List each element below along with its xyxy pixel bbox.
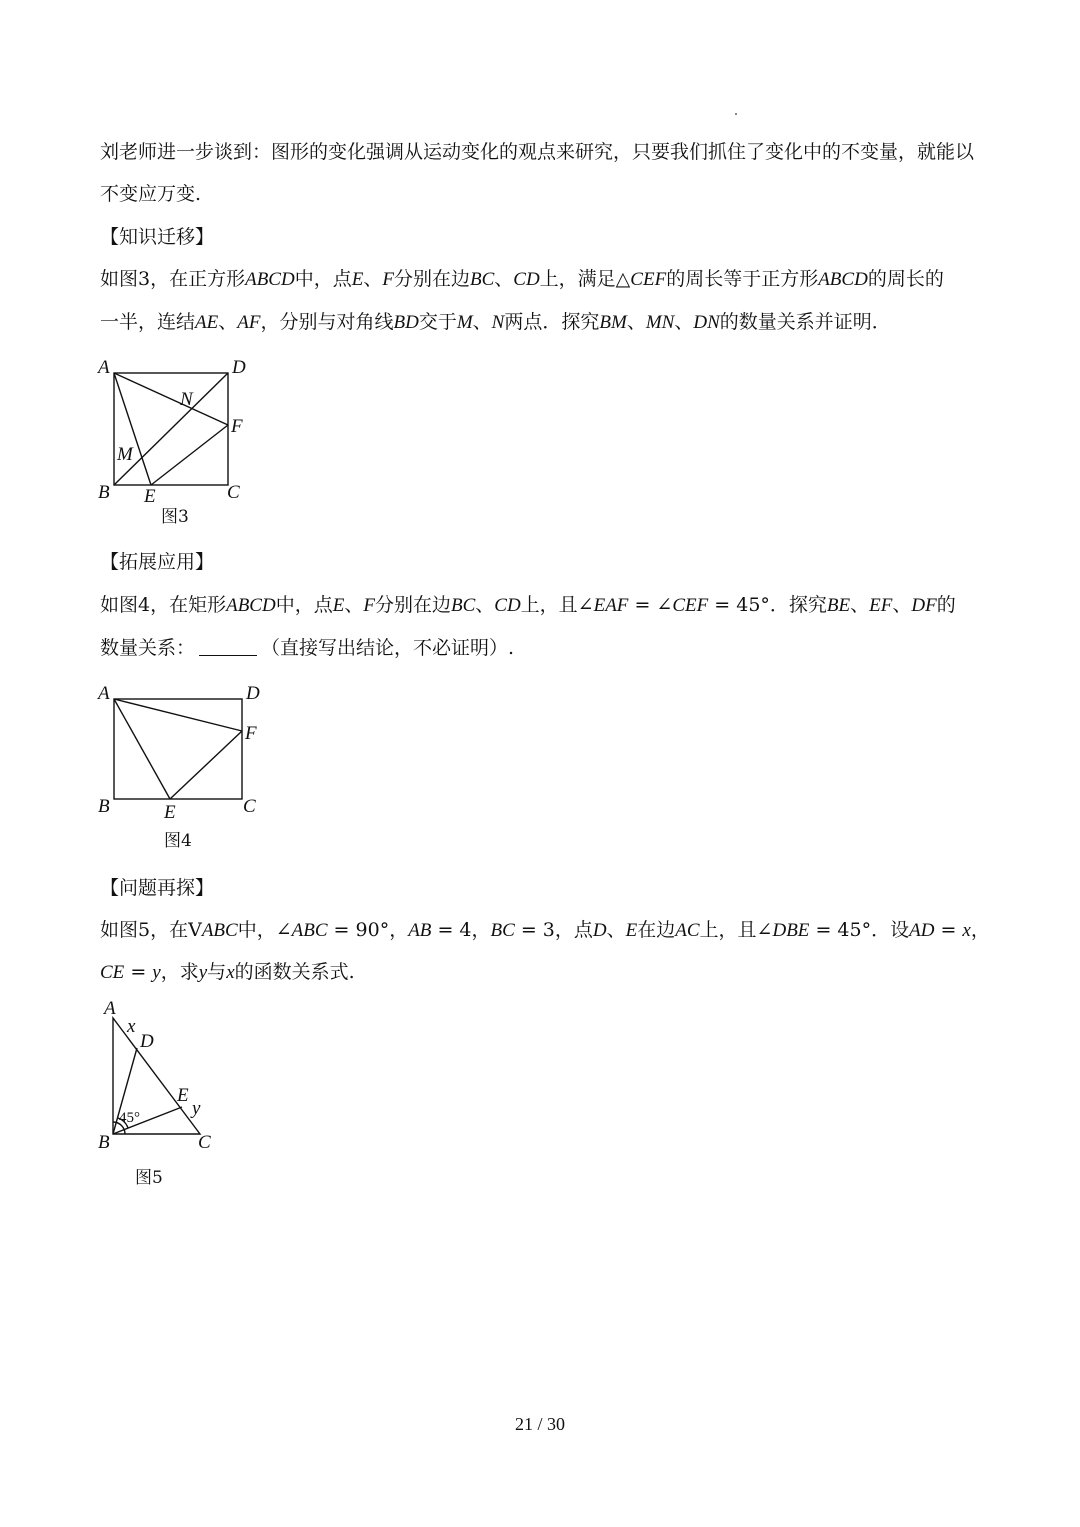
label-a: A xyxy=(98,357,110,378)
heading-extended-application: 【拓展应用】 xyxy=(100,551,215,573)
label-b: B xyxy=(98,482,110,503)
label-d: D xyxy=(246,683,260,704)
stray-dot xyxy=(735,113,737,115)
segment-ae xyxy=(114,373,151,485)
label-x: x xyxy=(127,1016,136,1037)
intro-line-2: 不变应万变. xyxy=(100,183,202,205)
label-e: E xyxy=(144,486,156,507)
transfer-paragraph-line-1: 如图3，在正方形ABCD中，点E、F分别在边BC、CD上，满足△CEF的周长等于正方形ABCD的周长的 xyxy=(100,268,944,290)
heading-problem-revisited: 【问题再探】 xyxy=(100,877,215,899)
heading-knowledge-transfer: 【知识迁移】 xyxy=(100,226,215,248)
revisit-paragraph-line-2: CE = y，求y与x的函数关系式. xyxy=(100,961,355,983)
label-e: E xyxy=(177,1085,189,1106)
label-f: F xyxy=(245,723,257,744)
label-d: D xyxy=(232,357,246,378)
label-d: D xyxy=(140,1031,154,1052)
figure-3 xyxy=(90,350,260,535)
label-b: B xyxy=(98,796,110,817)
revisit-paragraph-line-1: 如图5，在VABC中，∠ABC = 90°，AB = 4，BC = 3，点D、E在边AC上，且∠DBE = 45°．设AD = x， xyxy=(100,919,990,941)
angle-45-label: 45° xyxy=(119,1110,140,1126)
label-c: C xyxy=(198,1132,211,1153)
segment-af xyxy=(114,373,228,425)
label-c: C xyxy=(227,482,240,503)
transfer-paragraph-line-2: 一半，连结AE、AF，分别与对角线BD交于M、N两点．探究BM、MN、DN的数量关系并证明． xyxy=(100,311,891,333)
apply-paragraph-line-1: 如图4，在矩形ABCD中，点E、F分别在边BC、CD上，且∠EAF = ∠CEF = 45°．探究BE、EF、DF的 xyxy=(100,594,956,616)
label-y: y xyxy=(192,1098,201,1119)
label-a: A xyxy=(104,998,116,1019)
apply-paragraph-line-2: 数量关系： （直接写出结论，不必证明）. xyxy=(100,637,515,659)
segment-af xyxy=(114,699,242,731)
segment-ef xyxy=(170,731,242,799)
label-b: B xyxy=(98,1132,110,1153)
segment-ef xyxy=(151,425,228,485)
caption-figure-3: 图3 xyxy=(161,507,189,527)
label-a: A xyxy=(98,683,110,704)
figure-4 xyxy=(90,676,280,856)
caption-figure-4: 图4 xyxy=(164,831,192,851)
caption-figure-5: 图5 xyxy=(135,1168,163,1188)
figure-5 xyxy=(90,990,240,1195)
label-c: C xyxy=(243,796,256,817)
segment-ae xyxy=(114,699,170,799)
intro-line-1: 刘老师进一步谈到：图形的变化强调从运动变化的观点来研究，只要我们抓住了变化中的不变量，就能以 xyxy=(100,141,975,163)
label-n: N xyxy=(180,389,193,410)
label-e: E xyxy=(164,802,176,823)
label-m: M xyxy=(117,444,133,465)
page-number: 21 / 30 xyxy=(514,1414,565,1434)
answer-blank xyxy=(199,639,257,656)
diagonal-bd xyxy=(114,373,228,485)
label-f: F xyxy=(231,416,243,437)
